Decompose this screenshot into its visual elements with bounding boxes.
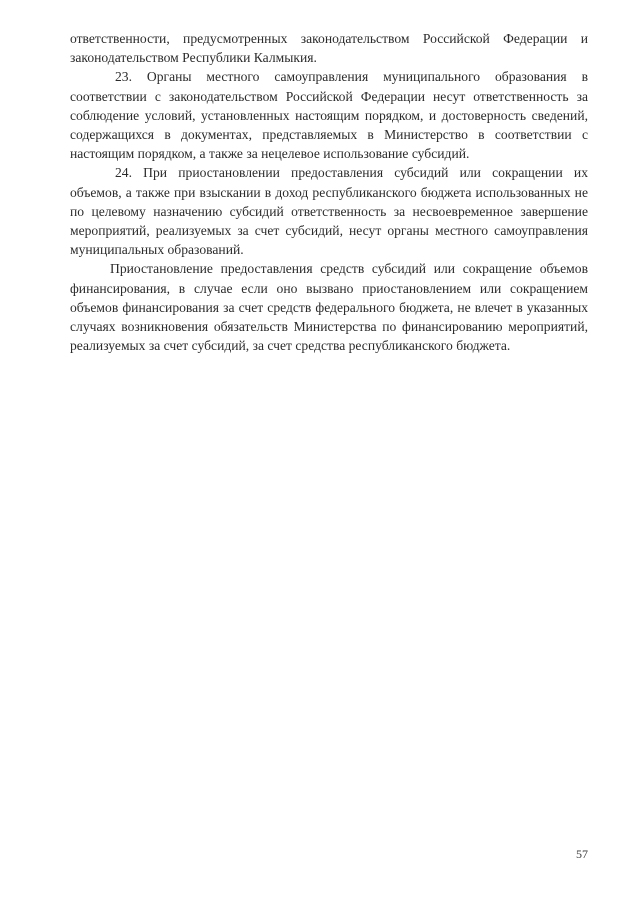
paragraph-item-23: 23. Органы местного самоуправления муниципального образования в соответствии с законодательством Российской Федерации несут ответственность за соблюдение условий, установленных настоящим порядком, и достоверность сведений, содержащихся в документах, представляемых в Министерство в соответствии с настоящим порядком, а также за нецелевое использование субсидий. [70, 69, 588, 162]
page-number: 57 [576, 847, 588, 861]
paragraph-continuation: ответственности, предусмотренных законодательством Российской Федерации и законодательством Республики Калмыкия. [70, 31, 588, 66]
paragraph-item-24: 24. При приостановлении предоставления субсидий или сокращении их объемов, а также при взыскании в доход республиканского бюджета использованных не по целевому назначению субсидий ответственность за несвоевременное завершение мероприятий, реализуемых за счет субсидий, несут органы местного самоуправления муниципальных образований. [70, 165, 588, 258]
paragraph-suspension: Приостановление предоставления средств субсидий или сокращение объемов финансирования, в случае если оно вызвано приостановлением или сокращением объемов финансирования за счет средств федерального бюджета, не влечет в указанных случаях возникновения обязательств Министерства по финансированию мероприятий, реализуемых за счет субсидий, за счет средства республиканского бюджета. [70, 261, 588, 354]
document-body [70, 29, 588, 355]
